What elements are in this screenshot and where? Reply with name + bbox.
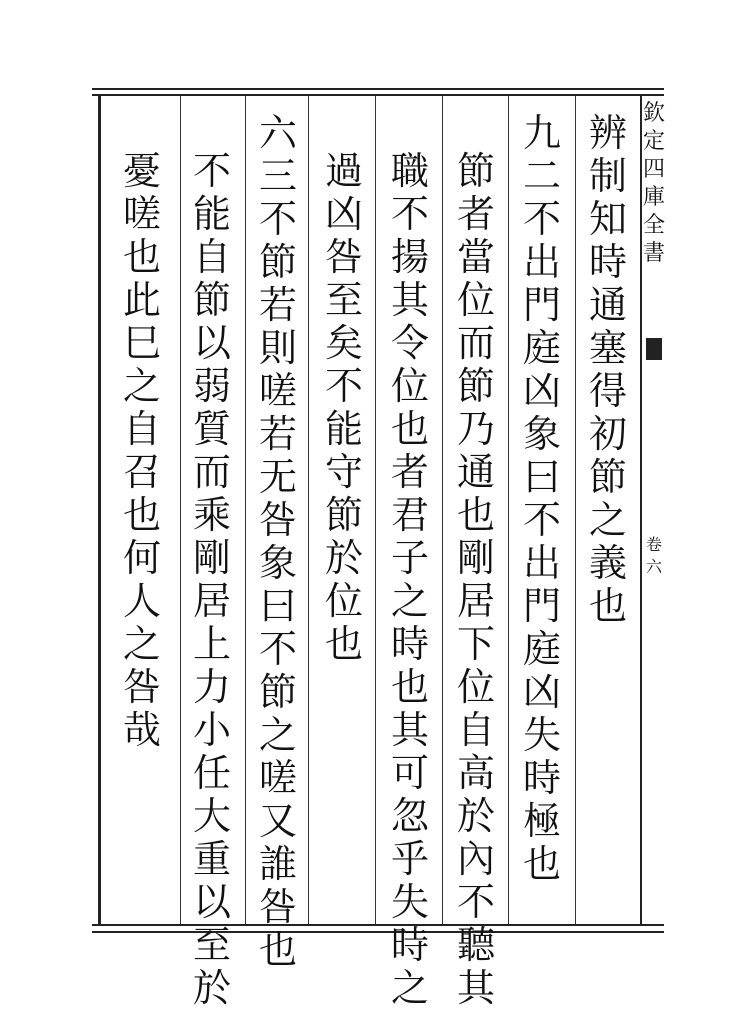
volume-label <box>642 534 666 578</box>
text-char: 節 <box>456 149 495 193</box>
text-char: 庭 <box>522 627 561 671</box>
left-border <box>98 94 101 926</box>
text-char: 失 <box>522 713 561 757</box>
text-char: 咎 <box>324 235 363 279</box>
text-char: 能 <box>324 407 363 451</box>
title-char: 定 <box>642 129 665 154</box>
text-char: 咎 <box>122 665 161 709</box>
text-char: 通 <box>588 283 627 327</box>
text-char: 聽 <box>456 923 495 967</box>
text-char: 知 <box>588 197 627 241</box>
text-char: 至 <box>324 278 363 322</box>
text-char: 不 <box>258 627 297 671</box>
text-char: 可 <box>390 751 429 795</box>
text-column-8 <box>116 150 168 752</box>
text-char: 之 <box>390 579 429 623</box>
text-char: 之 <box>258 713 297 757</box>
text-char: 位 <box>390 364 429 408</box>
text-char: 象 <box>258 541 297 585</box>
text-char: 門 <box>522 283 561 327</box>
text-char: 節 <box>258 240 297 284</box>
text-char: 召 <box>122 450 161 494</box>
text-char: 其 <box>456 966 495 1010</box>
text-char: 嗟 <box>258 756 297 800</box>
text-char: 失 <box>390 880 429 924</box>
text-char: 時 <box>390 923 429 967</box>
text-char: 不 <box>258 197 297 241</box>
title-char: 庫 <box>642 185 665 210</box>
text-char: 三 <box>258 154 297 198</box>
text-char: 自 <box>192 235 231 279</box>
text-char: 下 <box>456 622 495 666</box>
text-column-7 <box>186 150 238 1010</box>
text-char: 門 <box>522 584 561 628</box>
text-char: 時 <box>390 622 429 666</box>
text-column-6 <box>252 112 304 972</box>
text-char: 重 <box>192 837 231 881</box>
text-char: 也 <box>588 584 627 628</box>
text-column-4 <box>384 150 436 1010</box>
text-char: 當 <box>456 235 495 279</box>
text-char: 其 <box>390 278 429 322</box>
text-char: 无 <box>258 455 297 499</box>
text-char: 初 <box>588 412 627 456</box>
text-char: 也 <box>456 493 495 537</box>
text-char: 剛 <box>192 536 231 580</box>
text-char: 憂 <box>122 149 161 193</box>
text-char: 也 <box>122 493 161 537</box>
text-char: 出 <box>522 541 561 585</box>
column-divider <box>245 96 246 924</box>
text-char: 剛 <box>456 536 495 580</box>
column-divider <box>180 96 181 924</box>
text-char: 內 <box>456 837 495 881</box>
text-char: 者 <box>390 450 429 494</box>
text-char: 高 <box>456 751 495 795</box>
text-char: 能 <box>192 192 231 236</box>
text-char: 節 <box>456 364 495 408</box>
text-char: 義 <box>588 541 627 585</box>
fishtail-mark <box>646 338 662 360</box>
text-char: 於 <box>192 966 231 1010</box>
text-char: 於 <box>456 794 495 838</box>
text-char: 以 <box>192 880 231 924</box>
text-char: 曰 <box>258 584 297 628</box>
text-char: 不 <box>192 149 231 193</box>
title-char: 書 <box>642 241 665 266</box>
text-char: 君 <box>390 493 429 537</box>
text-char: 極 <box>522 799 561 843</box>
text-char: 任 <box>192 751 231 795</box>
text-char: 誰 <box>258 842 297 886</box>
text-char: 之 <box>390 966 429 1010</box>
text-char: 也 <box>390 665 429 709</box>
text-char: 不 <box>456 880 495 924</box>
text-char: 子 <box>390 536 429 580</box>
text-char: 若 <box>258 412 297 456</box>
column-divider <box>508 96 509 924</box>
text-char: 過 <box>324 149 363 193</box>
text-char: 至 <box>192 923 231 967</box>
text-char: 於 <box>324 536 363 580</box>
text-char: 通 <box>456 450 495 494</box>
text-char: 不 <box>390 192 429 236</box>
text-char: 而 <box>456 321 495 365</box>
text-char: 制 <box>588 154 627 198</box>
text-char: 咎 <box>258 885 297 929</box>
volume-char: 卷 <box>645 535 662 554</box>
title-char: 全 <box>642 213 665 238</box>
text-char: 嗟 <box>258 369 297 413</box>
text-column-2 <box>516 112 568 886</box>
text-char: 凶 <box>324 192 363 236</box>
text-char: 又 <box>258 799 297 843</box>
text-char: 凶 <box>522 670 561 714</box>
text-char: 此 <box>122 278 161 322</box>
text-char: 位 <box>456 278 495 322</box>
text-char: 位 <box>456 665 495 709</box>
text-char: 不 <box>522 498 561 542</box>
text-char: 也 <box>390 407 429 451</box>
text-char: 弱 <box>192 364 231 408</box>
text-char: 六 <box>258 111 297 155</box>
page-margin <box>642 96 666 924</box>
title-char: 欽 <box>642 101 665 126</box>
text-char: 乘 <box>192 493 231 537</box>
column-divider <box>575 96 576 924</box>
text-char: 咎 <box>258 498 297 542</box>
text-char: 不 <box>324 364 363 408</box>
text-char: 居 <box>192 579 231 623</box>
text-char: 自 <box>122 407 161 451</box>
text-char: 之 <box>122 622 161 666</box>
text-char: 節 <box>324 493 363 537</box>
text-char: 乎 <box>390 837 429 881</box>
bottom-border <box>92 924 664 933</box>
text-char: 上 <box>192 622 231 666</box>
text-char: 不 <box>522 197 561 241</box>
volume-char: 六 <box>645 557 662 576</box>
text-char: 力 <box>192 665 231 709</box>
text-char: 若 <box>258 283 297 327</box>
text-char: 者 <box>456 192 495 236</box>
text-char: 也 <box>258 928 297 972</box>
text-char: 時 <box>588 240 627 284</box>
text-char: 凶 <box>522 369 561 413</box>
text-char: 忽 <box>390 794 429 838</box>
text-column-3 <box>450 150 502 1010</box>
text-char: 巳 <box>122 321 161 365</box>
text-char: 得 <box>588 369 627 413</box>
text-char: 其 <box>390 708 429 752</box>
text-char: 自 <box>456 708 495 752</box>
text-char: 守 <box>324 450 363 494</box>
text-char: 位 <box>324 579 363 623</box>
text-char: 質 <box>192 407 231 451</box>
text-char: 節 <box>258 670 297 714</box>
column-divider <box>442 96 443 924</box>
text-char: 人 <box>122 579 161 623</box>
text-char: 職 <box>390 149 429 193</box>
text-char: 何 <box>122 536 161 580</box>
text-char: 小 <box>192 708 231 752</box>
text-char: 哉 <box>122 708 161 752</box>
text-char: 庭 <box>522 326 561 370</box>
text-char: 塞 <box>588 326 627 370</box>
text-char: 則 <box>258 326 297 370</box>
text-char: 也 <box>122 235 161 279</box>
text-char: 以 <box>192 321 231 365</box>
text-char: 出 <box>522 240 561 284</box>
text-char: 二 <box>522 154 561 198</box>
text-char: 九 <box>522 111 561 155</box>
text-char: 矣 <box>324 321 363 365</box>
text-char: 大 <box>192 794 231 838</box>
text-char: 也 <box>522 842 561 886</box>
book-title <box>642 100 666 268</box>
text-char: 居 <box>456 579 495 623</box>
title-char: 四 <box>642 157 665 182</box>
text-char: 之 <box>588 498 627 542</box>
text-column-1 <box>582 112 634 628</box>
text-char: 辨 <box>588 111 627 155</box>
text-char: 時 <box>522 756 561 800</box>
text-char: 而 <box>192 450 231 494</box>
text-char: 象 <box>522 412 561 456</box>
text-char: 節 <box>192 278 231 322</box>
text-char: 也 <box>324 622 363 666</box>
text-char: 嗟 <box>122 192 161 236</box>
text-char: 節 <box>588 455 627 499</box>
text-char: 之 <box>122 364 161 408</box>
text-char: 乃 <box>456 407 495 451</box>
column-divider <box>375 96 376 924</box>
text-char: 令 <box>390 321 429 365</box>
text-char: 揚 <box>390 235 429 279</box>
column-divider <box>308 96 309 924</box>
text-column-5 <box>318 150 370 666</box>
top-border <box>92 88 664 96</box>
text-char: 曰 <box>522 455 561 499</box>
